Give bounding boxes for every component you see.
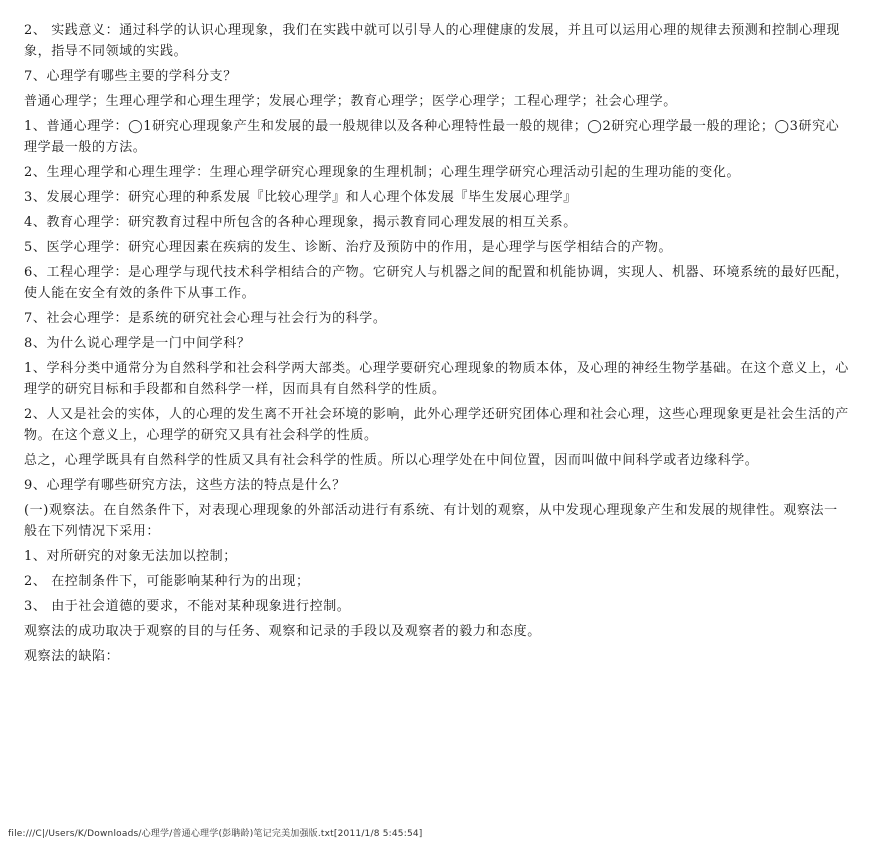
paragraph-social-science: 2、人又是社会的实体，人的心理的发生离不开社会环境的影响，此外心理学还研究团体心理和社会心理，这些心理现象更是社会生活的产物。在这个意义上，心理学的研究又具有社会科学的性质。 (24, 407, 849, 443)
paragraph-observation-method: (一)观察法。在自然条件下，对表现心理现象的外部活动进行有系统、有计划的观察，从中发现心理现象产生和发展的规律性。观察法一般在下列情况下采用： (24, 503, 838, 539)
list-item-1: 1、对所研究的对象无法加以控制； (24, 549, 237, 564)
question-7-heading: 7、心理学有哪些主要的学科分支？ (24, 69, 237, 84)
paragraph-physiological-psychology: 2、生理心理学和心理生理学：生理心理学研究心理现象的生理机制；心理生理学研究心理活动引起的生理功能的变化。 (24, 165, 741, 180)
file-path-footer: file:///C|/Users/K/Downloads/心理学/普通心理学(彭聃龄)笔记完美加强版.txt[2011/1/8 5:45:54] (8, 829, 423, 839)
paragraph-medical-psychology: 5、医学心理学：研究心理因素在疾病的发生、诊断、治疗及预防中的作用，是心理学与医学相结合的产物。 (24, 240, 673, 255)
paragraph-observation-success: 观察法的成功取决于观察的目的与任务、观察和记录的手段以及观察者的毅力和态度。 (24, 624, 541, 639)
branches-list: 普通心理学；生理心理学和心理生理学；发展心理学；教育心理学；医学心理学；工程心理学；社会心理学。 (24, 94, 677, 109)
paragraph-social-psychology: 7、社会心理学：是系统的研究社会心理与社会行为的科学。 (24, 311, 387, 326)
list-item-2: 2、 在控制条件下，可能影响某种行为的出现； (24, 574, 310, 589)
paragraph-engineering-psychology: 6、工程心理学：是心理学与现代技术科学相结合的产物。它研究人与机器之间的配置和机能协调，实现人、机器、环境系统的最好匹配，使人能在安全有效的条件下从事工作。 (24, 265, 849, 301)
list-item-3: 3、 由于社会道德的要求，不能对某种现象进行控制。 (24, 599, 351, 614)
paragraph-observation-drawbacks: 观察法的缺陷： (24, 649, 120, 664)
paragraph-educational-psychology: 4、教育心理学：研究教育过程中所包含的各种心理现象，揭示教育同心理发展的相互关系。 (24, 215, 577, 230)
paragraph-practical-significance: 2、 实践意义：通过科学的认识心理现象，我们在实践中就可以引导人的心理健康的发展，并且可以运用心理的规律去预测和控制心理现象，指导不同领域的实践。 (24, 23, 841, 59)
paragraph-summary: 总之，心理学既具有自然科学的性质又具有社会科学的性质。所以心理学处在中间位置，因而叫做中间科学或者边缘科学。 (24, 453, 759, 468)
paragraph-developmental-psychology: 3、发展心理学：研究心理的种系发展『比较心理学』和人心理个体发展『毕生发展心理学』 (24, 190, 577, 205)
document-body (24, 20, 850, 671)
question-8-heading: 8、为什么说心理学是一门中间学科？ (24, 336, 251, 351)
paragraph-natural-science: 1、学科分类中通常分为自然科学和社会科学两大部类。心理学要研究心理现象的物质本体，及心理的神经生物学基础。在这个意义上，心理学的研究目标和手段都和自然科学一样，因而具有自然科学的性质。 (24, 361, 849, 397)
paragraph-general-psychology: 1、普通心理学：◯1研究心理现象产生和发展的最一般规律以及各种心理特性最一般的规律；◯2研究心理学最一般的理论；◯3研究心理学最一般的方法。 (24, 119, 840, 155)
question-9-heading: 9、心理学有哪些研究方法，这些方法的特点是什么？ (24, 478, 346, 493)
